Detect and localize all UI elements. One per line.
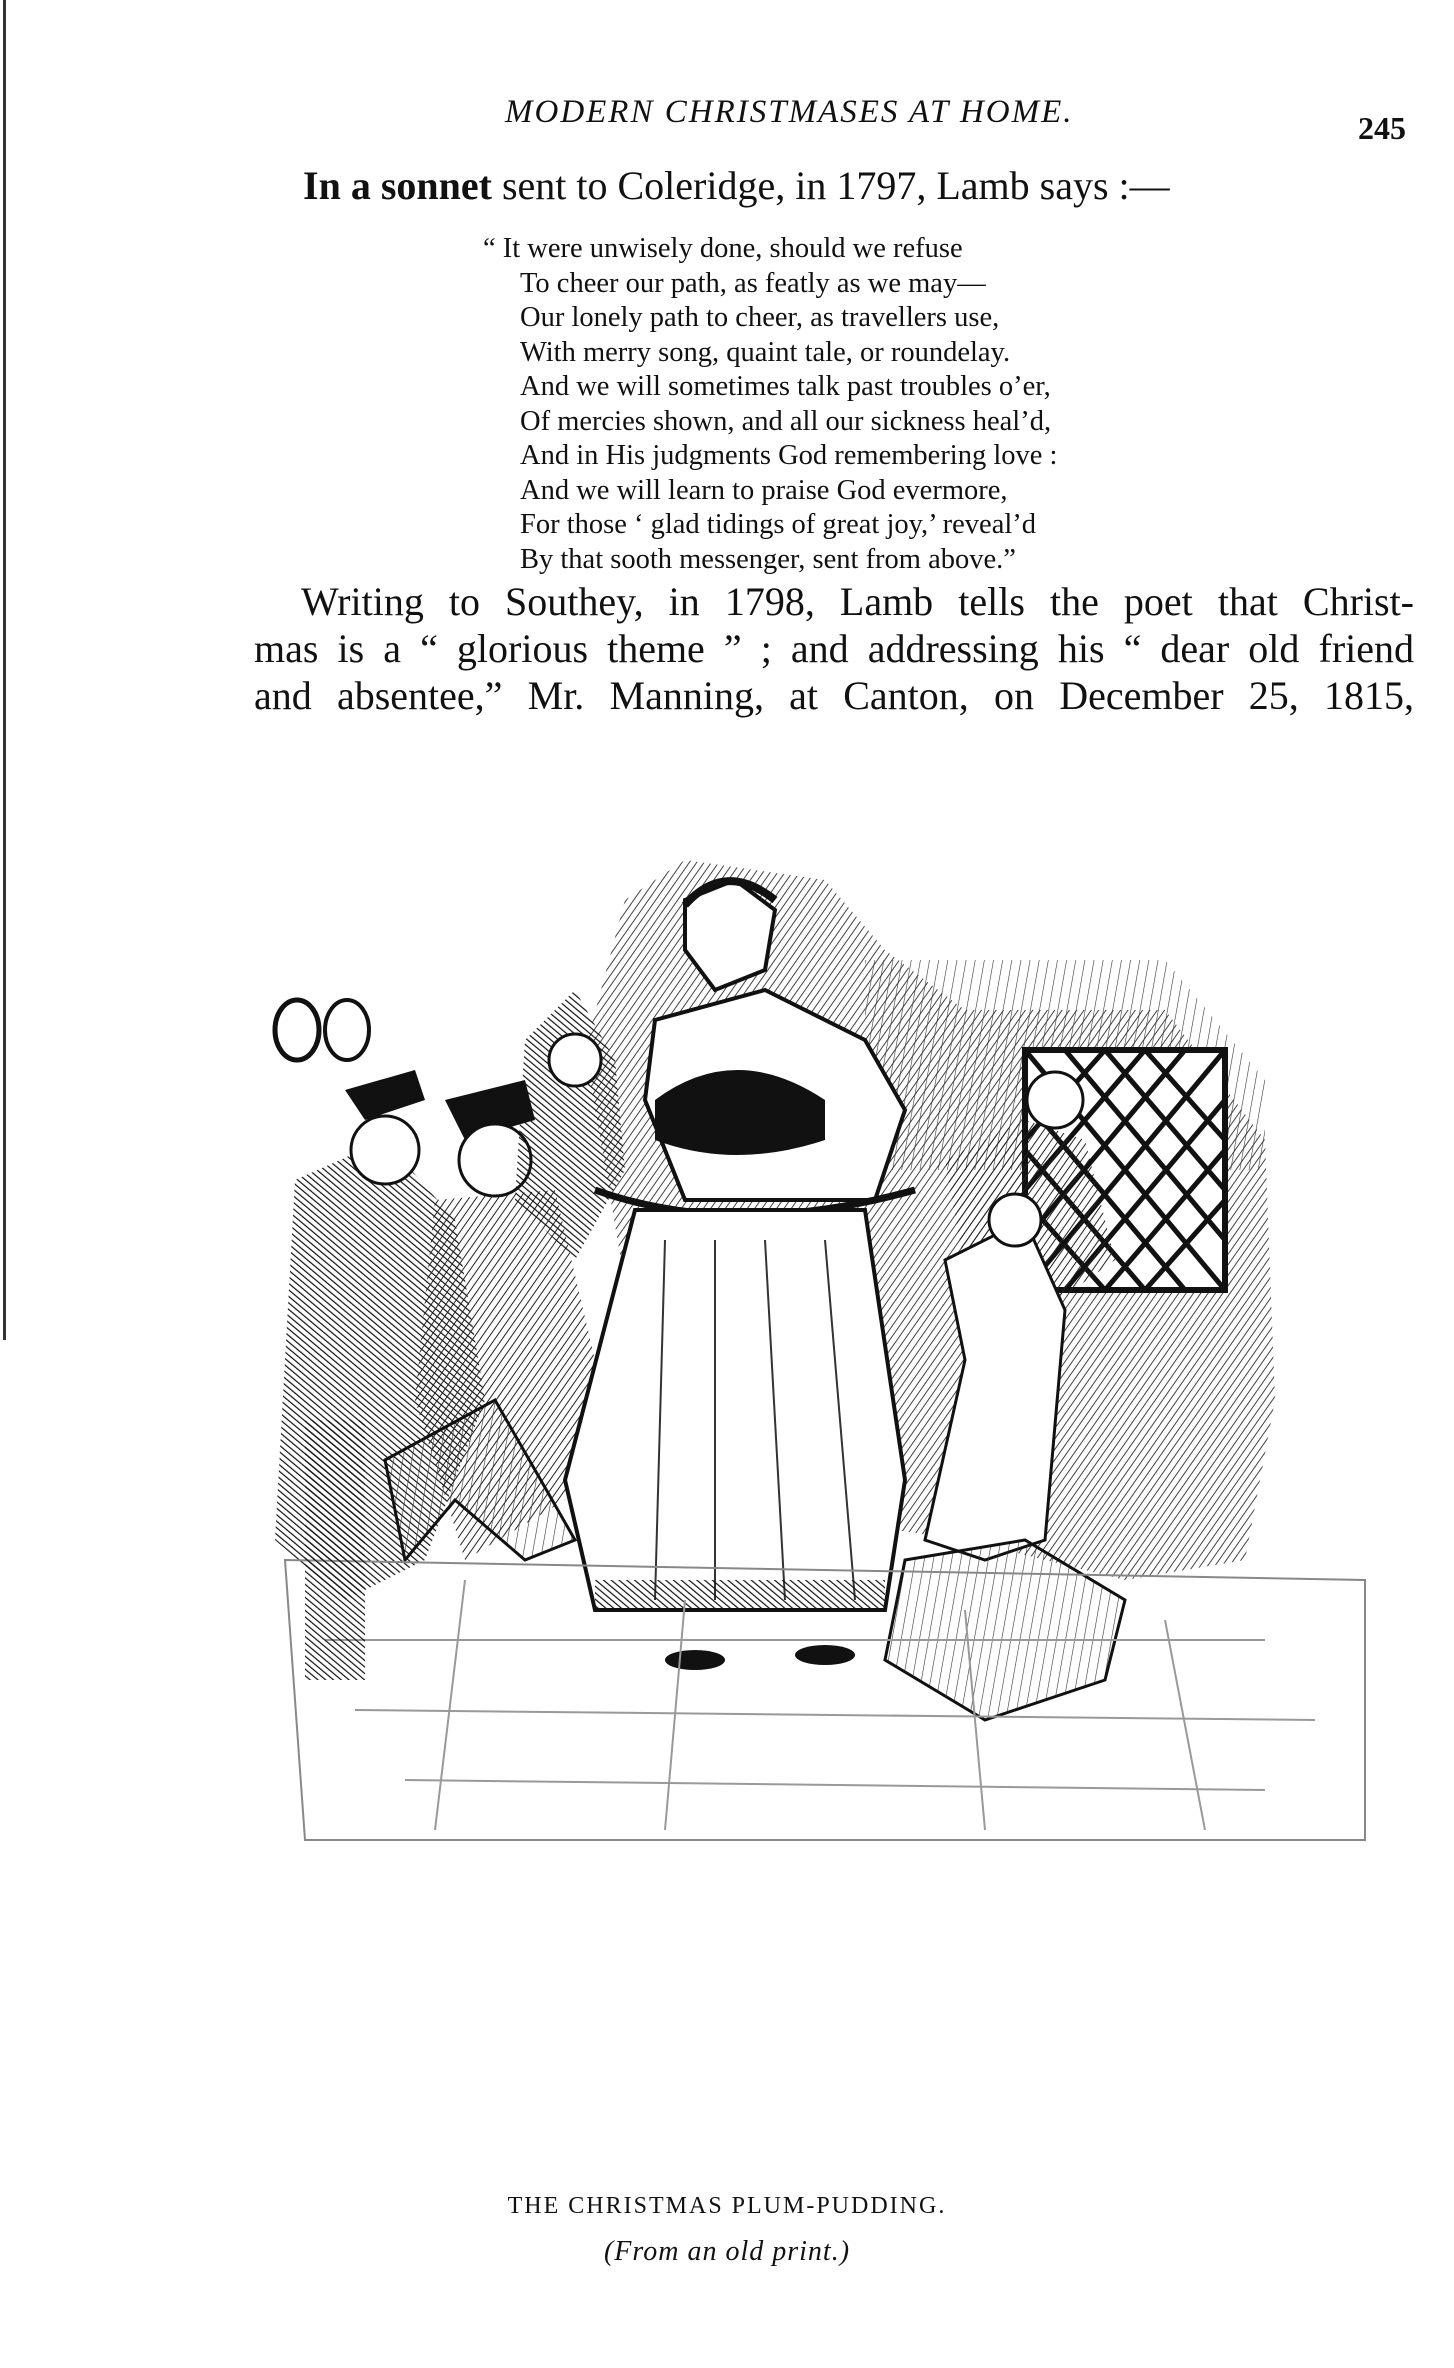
intro-bold: In a sonnet [303, 163, 492, 208]
poem-line: With merry song, quaint tale, or roundelay. [520, 336, 1011, 368]
illustration-source: (From an old print.) [603, 2236, 851, 2267]
poem-line: And in His judgments God remembering love : [520, 440, 1058, 471]
poem-line: And we will sometimes talk past troubles o’er, [520, 371, 1051, 402]
intro-rest: sent to Coleridge, in 1797, Lamb says :— [491, 163, 1170, 208]
plum-pudding-engraving [265, 840, 1395, 2160]
intro-line [303, 162, 1170, 209]
illustration-caption: THE CHRISTMAS PLUM-PUDDING. [507, 2193, 947, 2219]
wall-plates [275, 1000, 369, 1060]
paragraph-line: Writing to Southey, in 1798, Lamb tells the poet that Christ- [301, 579, 1414, 624]
sonnet-quote [483, 232, 1057, 577]
poem-line: Of mercies shown, and all our sickness heal’d, [520, 405, 1052, 437]
poem-line: “ It were unwisely done, should we refuse [483, 233, 963, 264]
paragraph-line: and absentee,” Mr. Manning, at Canton, on December 25, 1815, [254, 673, 1414, 718]
poem-line: To cheer our path, as featly as we may— [520, 267, 986, 299]
poem-line: For those ‘ glad tidings of great joy,’ reveal’d [520, 509, 1037, 540]
running-head: MODERN CHRISTMASES AT HOME. [505, 94, 1074, 130]
page-number: 245 [1358, 110, 1406, 146]
paragraph-line: mas is a “ glorious theme ” ; and addressing his “ dear old friend [254, 626, 1414, 671]
poem-line: And we will learn to praise God evermore, [520, 474, 1008, 506]
page-edge-rule [3, 0, 6, 1340]
body-paragraph [254, 578, 1414, 719]
poem-line: Our lonely path to cheer, as travellers use, [520, 302, 1000, 333]
poem-line: By that sooth messenger, sent from above.” [520, 543, 1016, 575]
